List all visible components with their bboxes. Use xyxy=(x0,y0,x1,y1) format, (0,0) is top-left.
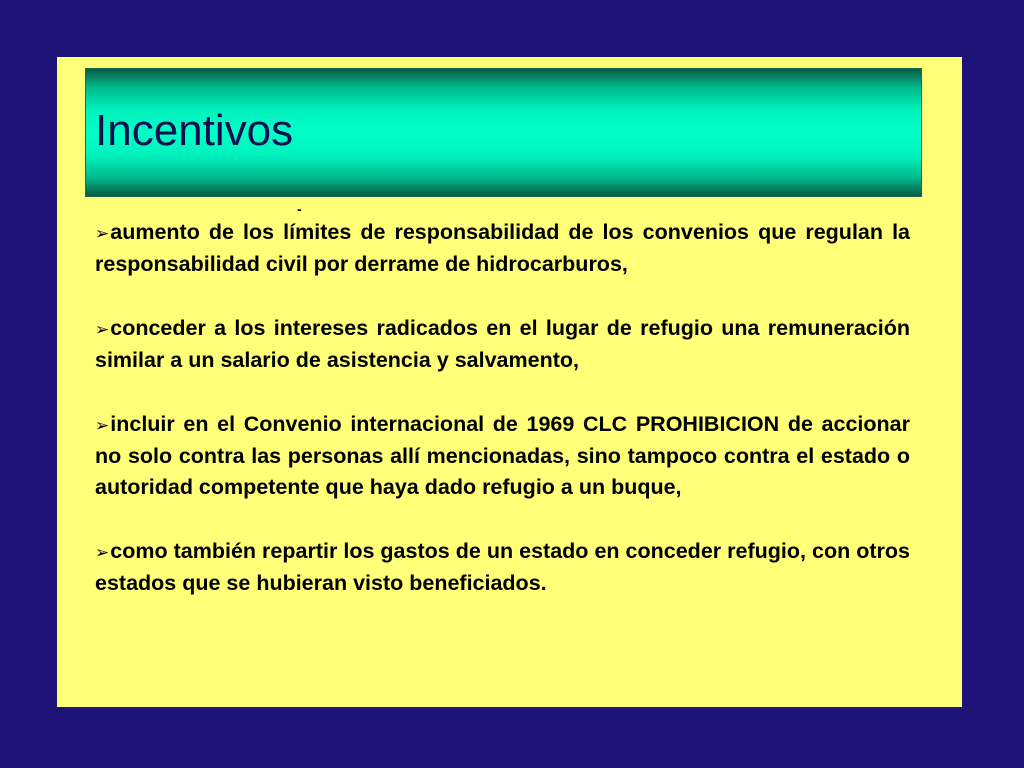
bullet-item-costs xyxy=(95,536,910,599)
bullet-text: incluir en el Convenio internacional de 1969 CLC PROHIBICION de accionar no solo contra las personas allí mencionadas, sino tampoco contra el estado o autoridad competente que haya dado refugio a un buque, xyxy=(95,412,910,499)
bullet-text: como también repartir los gastos de un estado en conceder refugio, con otros estados que se hubieran visto beneficiados. xyxy=(95,539,910,595)
bullet-list xyxy=(95,217,910,632)
title-banner xyxy=(85,68,922,197)
slide-panel xyxy=(57,57,962,707)
arrow-bullet-icon: ➢ xyxy=(95,224,110,243)
bullet-item-convention xyxy=(95,409,910,503)
arrow-bullet-icon: ➢ xyxy=(95,320,110,339)
bullet-item-remuneration xyxy=(95,313,910,376)
arrow-bullet-icon: ➢ xyxy=(95,543,110,562)
stray-dash-mark: - xyxy=(297,201,302,217)
page-title: Incentivos xyxy=(95,106,294,155)
bullet-item-limits xyxy=(95,217,910,280)
bullet-text: aumento de los límites de responsabilidad de los convenios que regulan la responsabilidad civil por derrame de hidrocarburos, xyxy=(95,220,910,276)
bullet-text: conceder a los intereses radicados en el lugar de refugio una remuneración similar a un salario de asistencia y salvamento, xyxy=(95,316,910,372)
arrow-bullet-icon: ➢ xyxy=(95,416,110,435)
